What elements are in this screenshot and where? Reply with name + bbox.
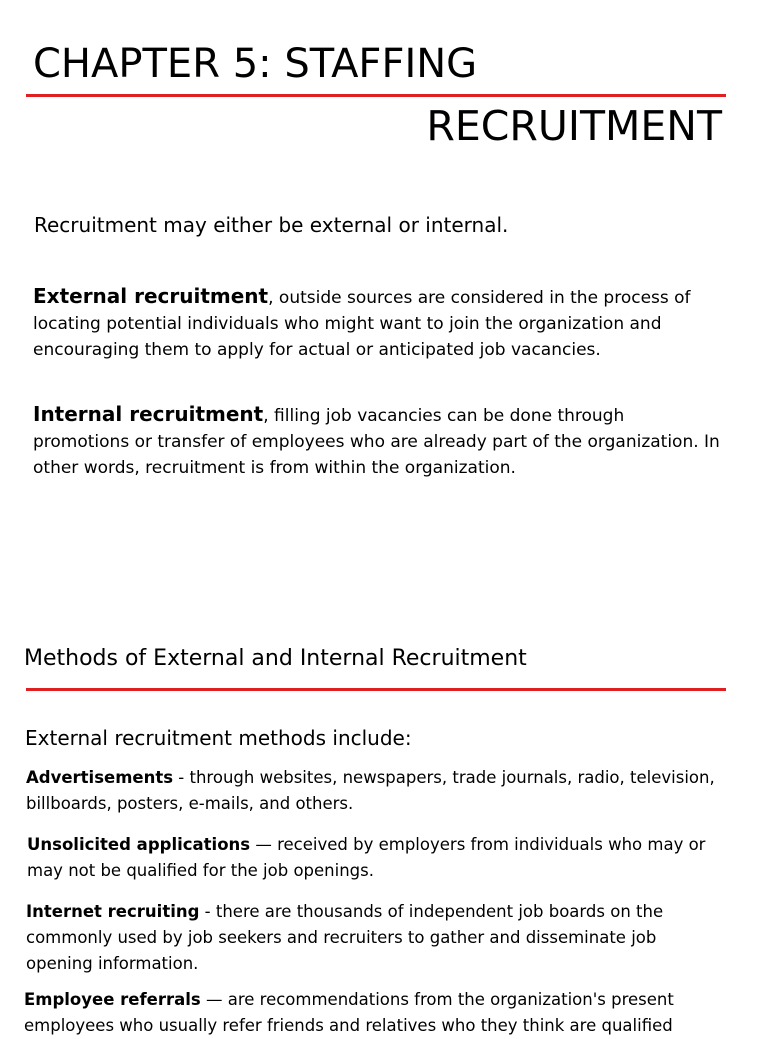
method-term: Employee referrals [24,990,201,1009]
slide-title: RECRUITMENT [426,102,722,150]
methods-heading: Methods of External and Internal Recruitment [24,646,527,671]
intro-text: Recruitment may either be external or internal. [34,213,509,237]
method-item-unsolicited-applications [27,832,727,884]
method-text: - there are thousands of independent job boards on the commonly used by job seekers and recruiters to gather and disseminate job opening information. [26,902,664,973]
external-recruitment-paragraph [33,283,723,363]
method-term: Unsolicited applications [27,835,251,854]
internal-recruitment-text: , filling job vacancies can be done through promotions or transfer of employees who are already part of the organization. In other words, recruitment is from within the organization. [33,406,720,478]
method-item-internet-recruiting [26,899,726,977]
external-methods-subheading: External recruitment methods include: [25,726,412,750]
title-divider [26,94,726,97]
internal-recruitment-term: Internal recruitment [33,402,264,426]
chapter-title: CHAPTER 5: STAFFING [33,41,478,87]
method-text: — are recommendations from the organization's present employees who usually refer friends and relatives who they think are qualified [24,990,674,1035]
method-text: - through websites, newspapers, trade journals, radio, television, billboards, posters, e-mails, and others. [26,768,715,813]
external-recruitment-term: External recruitment [33,284,269,308]
heading-divider [26,688,726,691]
method-term: Internet recruiting [26,902,200,921]
method-text: — received by employers from individuals who may or may not be qualified for the job openings. [27,835,706,880]
external-recruitment-text: , outside sources are considered in the process of locating potential individuals who might want to join the organization and encouraging them to apply for actual or anticipated job vacancies. [33,288,691,360]
method-term: Advertisements [26,768,174,787]
method-item-advertisements [26,765,726,817]
slide-methods [0,590,768,1035]
internal-recruitment-paragraph [33,401,723,481]
method-item-employee-referrals [24,987,724,1039]
